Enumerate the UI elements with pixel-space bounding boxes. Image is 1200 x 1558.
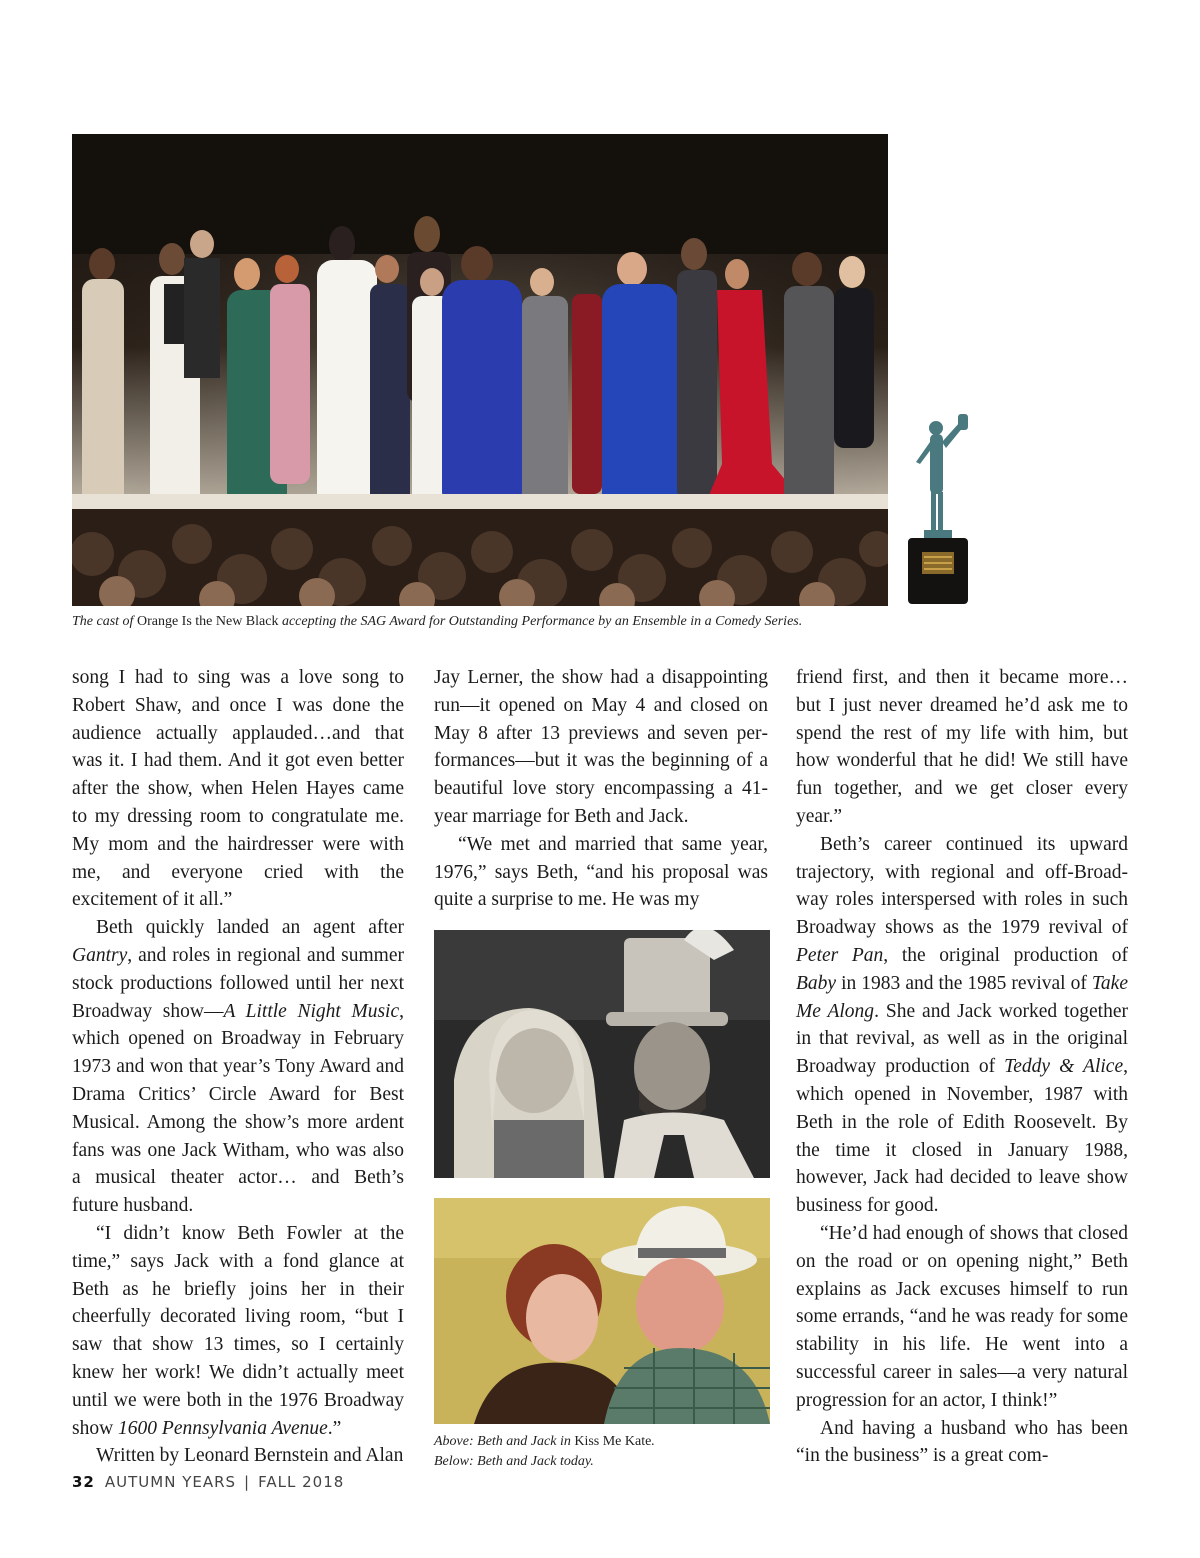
page-footer <box>72 1473 344 1491</box>
article-column-1 <box>72 664 404 1470</box>
issue-date: FALL 2018 <box>258 1473 345 1491</box>
caption-line-above <box>434 1432 655 1452</box>
inset-photos-caption <box>434 1432 655 1472</box>
article-paragraph: song I had to sing was a love song to Robert Shaw, and once I was done the audience actually applauded…and that was it. I had them. And it got even better after the show, when Helen Hayes came to my dressing room to congratulate me. My mom and the hairdresser were with me, and everyone cried with the excitement of it all.” <box>72 667 404 911</box>
page-number: 32 <box>72 1473 95 1491</box>
article-paragraph: Beth quickly landed an agent after Gantry, and roles in regional and summer stock productions followed until her next Broadway show—A Little Night Music, which opened on Broadway in February 1973 and won that year’s Tony Award and Drama Critics’ Circle Award for Best Musical. Among the show’s more ardent fans was one Jack Witham, who was also a musical theater actor… and Beth’s future husband. <box>72 917 404 1217</box>
article-paragraph: “We met and married that same year, 1976,” says Beth, “and his proposal was quite a surprise to me. He was my <box>434 833 768 911</box>
caption-part: Above: Beth and Jack in <box>434 1434 575 1449</box>
caption-part: The cast of <box>72 614 137 629</box>
caption-line-below: Below: Beth and Jack today. <box>434 1454 594 1469</box>
article-paragraph: And having a husband who has been “in the business” is a great com- <box>796 1417 1128 1467</box>
article-paragraph: “He’d had enough of shows that closed on the road or on opening night,” Beth explains as Jack excuses himself to run some errands, “and he was ready for some stability in his life. He went into a successful career in sales—a very natural progression for an actor, I think!” <box>796 1222 1128 1411</box>
kiss-me-kate-photo <box>434 930 770 1178</box>
article-paragraph: Written by Leonard Bernstein and Alan <box>96 1445 404 1467</box>
beth-and-jack-today-photo <box>434 1198 770 1424</box>
show-title: Orange Is the New Black <box>136 614 279 629</box>
article-paragraph: “I didn’t know Beth Fowler at the time,” says Jack with a fond glance at Beth as he briefly joins her in their cheerfully decorated living room, “but I saw that show 13 times, so I certainly knew her work! We didn’t actually meet until we were both in the 1976 Broadway show 1600 Pennsylvania Avenue.” <box>72 1222 404 1439</box>
show-title: Kiss Me Kate <box>574 1434 652 1449</box>
article-column-2 <box>434 664 768 914</box>
caption-part: . <box>651 1434 655 1449</box>
sag-statuette-image <box>898 412 978 608</box>
top-photo-caption <box>72 612 802 632</box>
publication-name: AUTUMN YEARS <box>104 1473 237 1491</box>
article-paragraph: Jay Lerner, the show had a disappointing run—it opened on May 4 and closed on May 8 after 13 previews and seven performances—but it was the beginning of a beautiful love story encompassing a 41-year marriage for Beth and Jack. <box>434 667 768 827</box>
footer-separator: | <box>244 1473 251 1491</box>
article-paragraph: friend first, and then it became more… but I just never dreamed he’d ask me to spend the rest of my life with him, but how wonderful that he did! We still have fun together, and we get closer every year.” <box>796 667 1128 827</box>
article-paragraph: Beth’s career continued its upward trajectory, with regional and off-Broadway roles interspersed with roles in such Broadway shows as the 1979 revival of Peter Pan, the original production of Baby in 1983 and the 1985 revival of Take Me Along. She and Jack worked together in that revival, as well as in the original Broadway production of Teddy & Alice, which opened in November, 1987 with Beth in the role of Edith Roosevelt. By the time it closed in January 1988, however, Jack had decided to leave show business for good. <box>796 833 1128 1217</box>
sag-awards-cast-photo <box>72 134 888 606</box>
caption-part: accepting the SAG Award for Outstanding Performance by an Ensemble in a Comedy Series. <box>278 614 803 629</box>
article-column-3 <box>796 664 1128 1470</box>
